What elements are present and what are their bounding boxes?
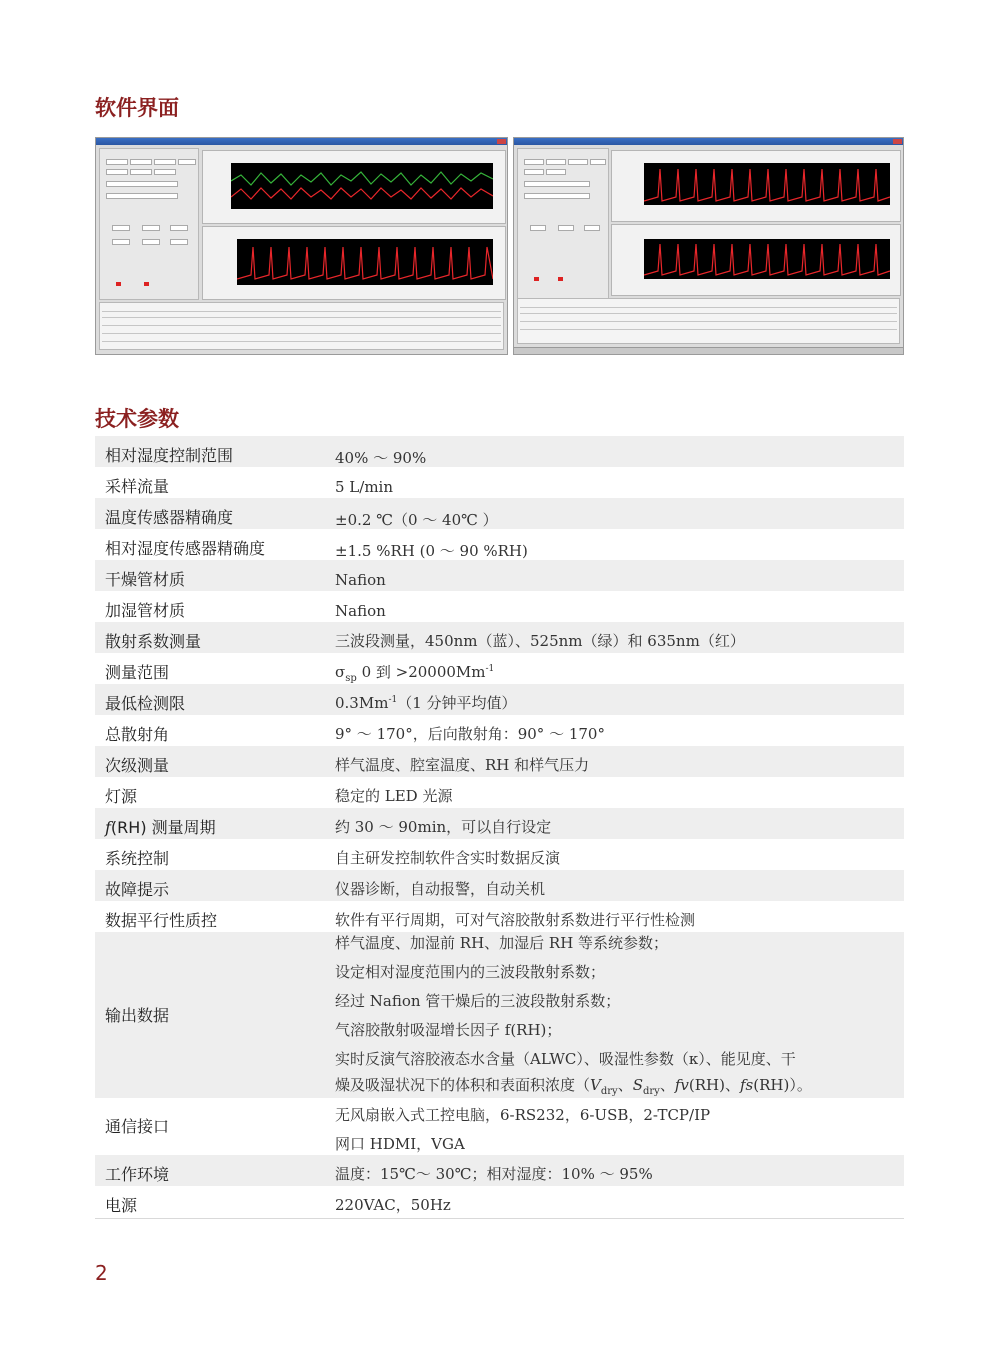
spec-value: Nafion bbox=[335, 602, 386, 620]
spec-label: 系统控制 bbox=[105, 849, 170, 868]
plot-panel-top bbox=[611, 150, 901, 222]
spec-label: 次级测量 bbox=[105, 756, 170, 775]
spec-label: f(RH) 测量周期 bbox=[105, 818, 216, 837]
spec-row bbox=[95, 715, 904, 746]
plot-area-bottom bbox=[644, 239, 890, 279]
spec-label: 采样流量 bbox=[105, 477, 170, 496]
spec-value: 5 L/min bbox=[335, 478, 394, 496]
spec-row bbox=[95, 684, 904, 715]
control-panel bbox=[517, 148, 609, 300]
spec-label: 工作环境 bbox=[105, 1165, 170, 1184]
spec-value: ±1.5 %RH (0 ～ 90 %RH) bbox=[335, 542, 528, 560]
spec-value: 无风扇嵌入式工控电脑，6-RS232，6-USB，2-TCP/IP bbox=[335, 1106, 711, 1124]
spec-value: 约 30 ～ 90min，可以自行设定 bbox=[335, 818, 552, 836]
spec-table bbox=[95, 436, 904, 1217]
spec-row-output-data bbox=[95, 932, 904, 1098]
plot-area-top bbox=[644, 163, 890, 205]
spec-value: 40% ～ 90% bbox=[335, 449, 427, 467]
spec-row bbox=[95, 498, 904, 529]
spec-label: 输出数据 bbox=[105, 1006, 170, 1025]
spec-label: 相对湿度控制范围 bbox=[105, 446, 234, 465]
spec-row bbox=[95, 529, 904, 560]
control-panel bbox=[99, 148, 199, 300]
spec-label: 测量范围 bbox=[105, 663, 170, 682]
output-line: 燥及吸湿状况下的体积和表面积浓度（$V_{dry}$、$S_{dry}$、fv(RH)、fs(RH)）。 bbox=[335, 1076, 812, 1097]
spec-row bbox=[95, 622, 904, 653]
output-line: 设定相对湿度范围内的三波段散射系数； bbox=[335, 963, 606, 981]
spec-value: Nafion bbox=[335, 571, 386, 589]
spec-value: 9° ～ 170°，后向散射角：90° ～ 170° bbox=[335, 725, 605, 743]
screenshot-right bbox=[513, 137, 904, 355]
plot-panel-top bbox=[202, 150, 506, 224]
close-icon bbox=[893, 139, 902, 144]
spec-value: 样气温度、腔室温度、RH 和样气压力 bbox=[335, 756, 590, 774]
spec-row bbox=[95, 808, 904, 839]
spec-value: 自主研发控制软件含实时数据反演 bbox=[335, 849, 561, 867]
spec-row bbox=[95, 839, 904, 870]
spec-row-comm bbox=[95, 1098, 904, 1155]
spec-label: 通信接口 bbox=[105, 1117, 170, 1136]
spec-value: $\sigma_{sp}$ 0 到 $>20000Mm^{-1}$ bbox=[335, 663, 495, 684]
section-title-tech-params: 技术参数 bbox=[95, 407, 179, 431]
spec-row bbox=[95, 436, 904, 467]
divider bbox=[95, 1218, 904, 1219]
close-icon bbox=[497, 139, 506, 144]
spec-label: 灯源 bbox=[105, 787, 138, 806]
spec-row bbox=[95, 777, 904, 808]
spec-row bbox=[95, 1186, 904, 1217]
data-table bbox=[517, 298, 900, 344]
spec-label: 总散射角 bbox=[105, 725, 170, 744]
software-screenshots bbox=[95, 137, 904, 357]
spec-value: 稳定的 LED 光源 bbox=[335, 787, 453, 805]
spec-row bbox=[95, 560, 904, 591]
spec-label: 温度传感器精确度 bbox=[105, 508, 234, 527]
spec-value: 温度：15℃～ 30℃；相对湿度：10% ～ 95% bbox=[335, 1165, 653, 1183]
spec-row bbox=[95, 653, 904, 684]
spec-row bbox=[95, 746, 904, 777]
plot-area-bottom bbox=[237, 239, 493, 285]
spec-value: 三波段测量，450nm（蓝）、525nm（绿）和 635nm（红） bbox=[335, 632, 745, 650]
spec-value: 软件有平行周期，可对气溶胶散射系数进行平行性检测 bbox=[335, 911, 696, 929]
section-title-software-ui: 软件界面 bbox=[95, 96, 179, 120]
spec-label: 数据平行性质控 bbox=[105, 911, 218, 930]
output-line: 经过 Nafion 管干燥后的三波段散射系数； bbox=[335, 992, 621, 1010]
output-line: 实时反演气溶胶液态水含量（ALWC）、吸湿性参数（κ）、能见度、干 bbox=[335, 1050, 796, 1068]
spec-row bbox=[95, 1155, 904, 1186]
spec-label: 故障提示 bbox=[105, 880, 170, 899]
spec-row bbox=[95, 591, 904, 622]
taskbar bbox=[514, 347, 903, 354]
spec-label: 干燥管材质 bbox=[105, 570, 186, 589]
spec-value: $0.3Mm^{-1}(1$ 分钟平均值） bbox=[335, 694, 517, 712]
spec-label: 电源 bbox=[105, 1196, 138, 1215]
page-number: 2 bbox=[95, 1261, 108, 1285]
spec-value: 220VAC，50Hz bbox=[335, 1196, 451, 1214]
spec-row bbox=[95, 467, 904, 498]
plot-panel-bottom bbox=[611, 224, 901, 296]
window-title-bar bbox=[96, 138, 507, 145]
data-table bbox=[99, 302, 504, 350]
spec-value: 仪器诊断，自动报警，自动关机 bbox=[335, 880, 546, 898]
spec-value: 网口 HDMI，VGA bbox=[335, 1135, 465, 1153]
screenshot-left bbox=[95, 137, 508, 355]
spec-value: ±0.2 ℃（0 ～ 40℃ ） bbox=[335, 511, 498, 529]
spec-label: 加湿管材质 bbox=[105, 601, 186, 620]
spec-row bbox=[95, 870, 904, 901]
spec-label: 相对湿度传感器精确度 bbox=[105, 539, 266, 558]
output-line: 气溶胶散射吸湿增长因子 f(RH)； bbox=[335, 1021, 562, 1039]
spec-label: 最低检测限 bbox=[105, 694, 186, 713]
spec-row bbox=[95, 901, 904, 932]
output-line: 样气温度、加湿前 RH、加湿后 RH 等系统参数； bbox=[335, 934, 669, 952]
plot-panel-bottom bbox=[202, 226, 506, 300]
plot-area-top bbox=[231, 163, 493, 209]
window-title-bar bbox=[514, 138, 903, 145]
spec-label: 散射系数测量 bbox=[105, 632, 202, 651]
